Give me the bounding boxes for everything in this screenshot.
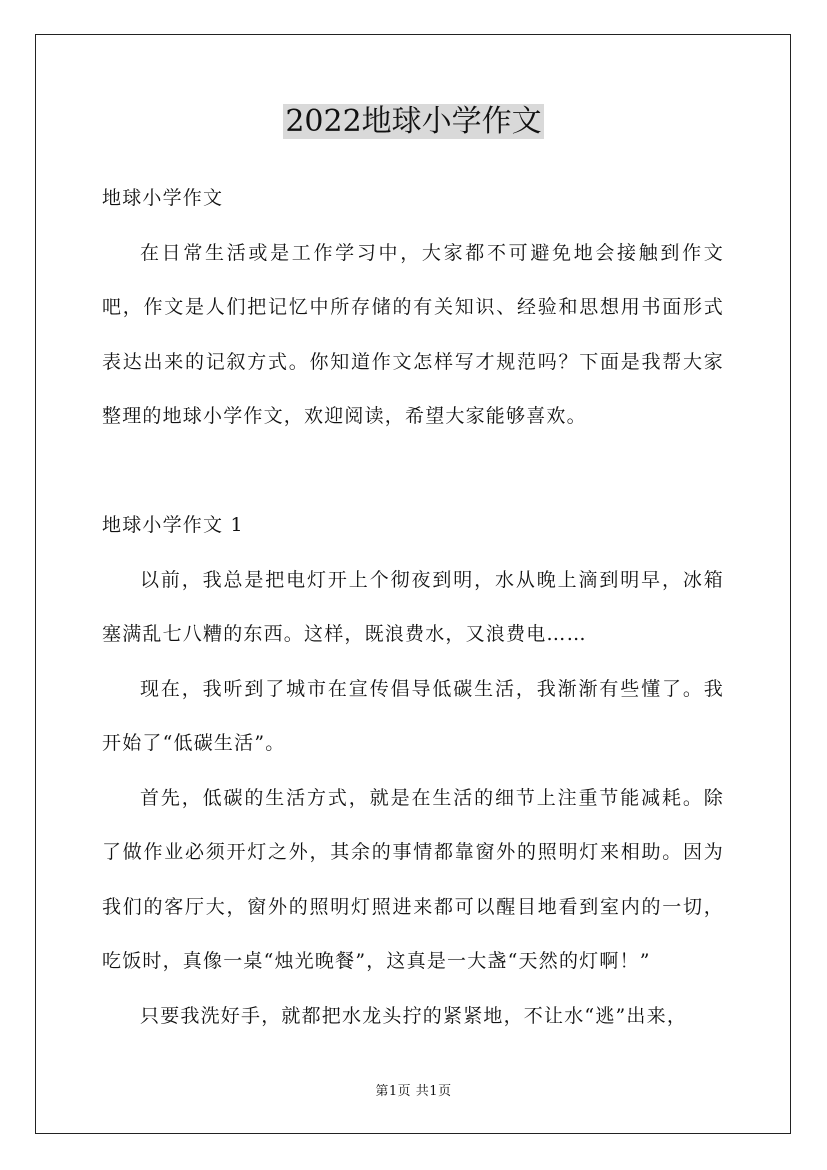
document-title-text: 2022地球小学作文 xyxy=(285,104,542,139)
page-footer xyxy=(0,1083,827,1101)
document-title xyxy=(0,100,827,144)
paragraph: 首先，低碳的生活方式，就是在生活的细节上注重节能减耗。除了做作业必须开灯之外，其余的事情都靠窗外的照明灯来相助。因为我们的客厅大，窗外的照明灯照进来都可以醒目地看到室内的一切，吃饭时，真像一桌“烛光晚餐”，这真是一大盏“天然的灯啊！” xyxy=(102,786,724,972)
paragraph: 现在，我听到了城市在宣传倡导低碳生活，我渐渐有些懂了。我开始了“低碳生活”。 xyxy=(102,677,724,754)
page-number: 第1页 共1页 xyxy=(375,1084,452,1099)
intro-paragraph: 在日常生活或是工作学习中，大家都不可避免地会接触到作文吧，作文是人们把记忆中所存储的有关知识、经验和思想用书面形式表达出来的记叙方式。你知道作文怎样写才规范吗？下面是我帮大家整理的地球小学作文，欢迎阅读，希望大家能够喜欢。 xyxy=(102,241,724,427)
document-body xyxy=(102,171,724,1043)
document-subtitle: 地球小学作文 xyxy=(102,187,224,209)
paragraph: 只要我洗好手，就都把水龙头拧的紧紧地，不让水“逃”出来， xyxy=(140,1004,688,1027)
section-heading: 地球小学作文 1 xyxy=(102,514,244,536)
section-spacer xyxy=(102,444,724,499)
paragraph: 以前，我总是把电灯开上个彻夜到明，水从晚上滴到明早，冰箱塞满乱七八糟的东西。这样，既浪费水，又浪费电…… xyxy=(102,568,724,645)
